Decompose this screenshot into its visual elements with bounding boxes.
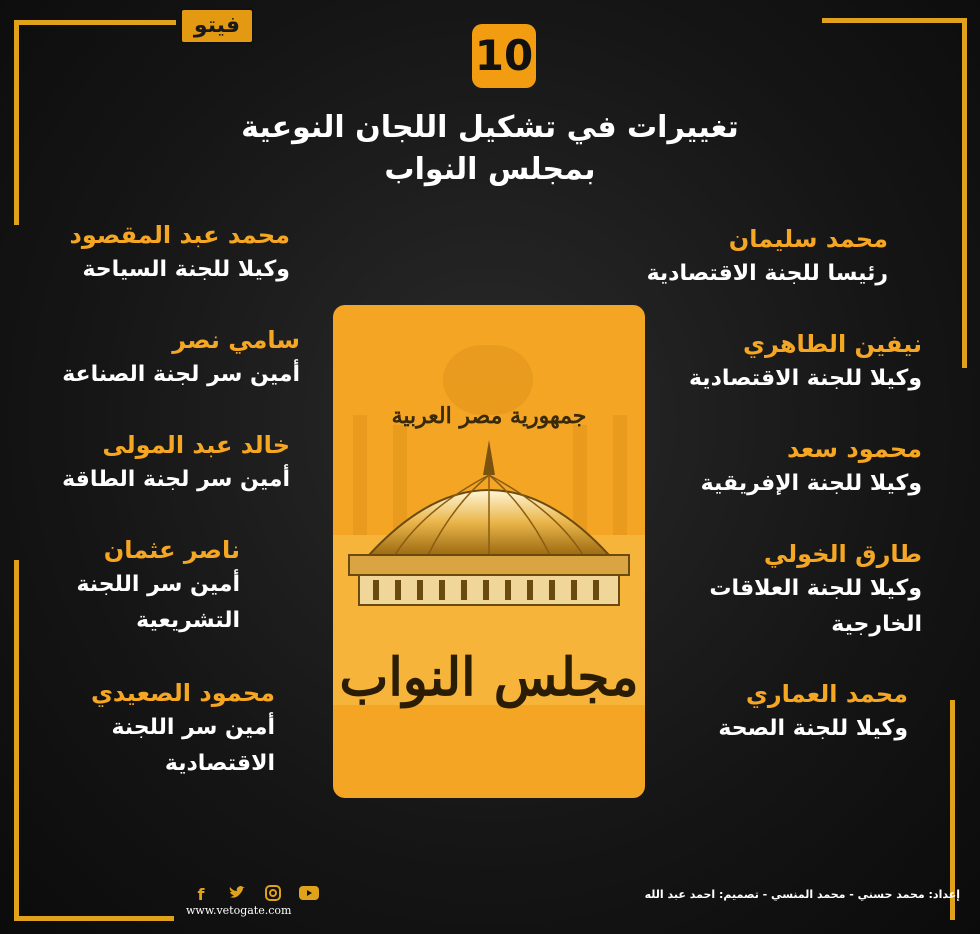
entry-right-5 xyxy=(718,677,908,747)
parliament-dome-illustration xyxy=(333,305,645,798)
entry-role-cont: التشريعية xyxy=(136,608,240,633)
entry-right-1 xyxy=(647,222,888,292)
entry-role-cont: الاقتصادية xyxy=(164,751,275,776)
page-title-line1: تغييرات في تشكيل اللجان النوعية xyxy=(241,110,739,145)
frame-right xyxy=(962,18,967,368)
entry-left-2 xyxy=(62,323,300,393)
entry-role: وكيلا للجنة السياحة xyxy=(82,257,290,282)
youtube-icon[interactable] xyxy=(298,885,320,905)
entry-role: رئيسا للجنة الاقتصادية xyxy=(646,261,888,286)
entry-name: طارق الخولي xyxy=(763,540,922,568)
entry-role: أمين سر لجنة الطاقة xyxy=(62,467,290,492)
entry-role: وكيلا للجنة الاقتصادية xyxy=(688,366,922,391)
entry-role: أمين سر اللجنة xyxy=(111,715,275,740)
entry-name: محمد العماري xyxy=(745,680,908,708)
website-url[interactable]: www.vetogate.com xyxy=(186,904,292,917)
footer-credit: إعداد: محمد حسني - محمد المنسي - تصميم: احمد عبد الله xyxy=(644,888,960,901)
entry-role: أمين سر لجنة الصناعة xyxy=(62,362,300,387)
twitter-icon[interactable] xyxy=(226,885,248,905)
entry-role: أمين سر اللجنة xyxy=(76,572,240,597)
frame-top-right xyxy=(822,18,967,23)
facebook-icon[interactable]: f xyxy=(197,885,205,904)
entry-name: محمود سعد xyxy=(787,435,922,463)
parliament-card xyxy=(333,305,645,798)
entry-left-1 xyxy=(70,218,291,288)
entry-role-cont: الخارجية xyxy=(831,612,922,637)
site-logo: فيتو xyxy=(180,8,254,44)
card-top-text: جمهورية مصر العربية xyxy=(391,403,587,429)
frame-bottom-left xyxy=(14,560,19,920)
entry-left-3 xyxy=(62,428,290,498)
entry-right-3 xyxy=(701,432,922,502)
page-title-line2: بمجلس النواب xyxy=(384,152,596,187)
frame-bottom-right xyxy=(950,700,955,920)
entry-role: وكيلا للجنة العلاقات xyxy=(709,576,922,601)
entry-right-4 xyxy=(709,537,922,643)
entry-name: محمد سليمان xyxy=(728,225,888,253)
entry-name: محمد عبد المقصود xyxy=(69,221,290,249)
frame-bottom xyxy=(14,916,174,921)
entry-role: وكيلا للجنة الصحة xyxy=(718,716,908,741)
entry-left-4 xyxy=(76,533,240,639)
entry-role: وكيلا للجنة الإفريقية xyxy=(700,471,922,496)
card-bottom-text: مجلس النواب xyxy=(339,647,639,708)
instagram-icon[interactable] xyxy=(262,885,284,905)
entry-name: سامي نصر xyxy=(172,326,300,354)
frame-left xyxy=(14,20,19,225)
social-icons xyxy=(190,885,320,905)
entry-name: خالد عبد المولى xyxy=(102,431,290,459)
entry-left-5 xyxy=(91,676,275,782)
frame-top-left xyxy=(14,20,176,25)
entry-name: ناصر عثمان xyxy=(103,536,240,564)
entry-name: نيفين الطاهري xyxy=(742,330,922,358)
count-badge: 10 xyxy=(472,24,536,88)
entry-name: محمود الصعيدي xyxy=(90,679,275,707)
entry-right-2 xyxy=(689,327,922,397)
